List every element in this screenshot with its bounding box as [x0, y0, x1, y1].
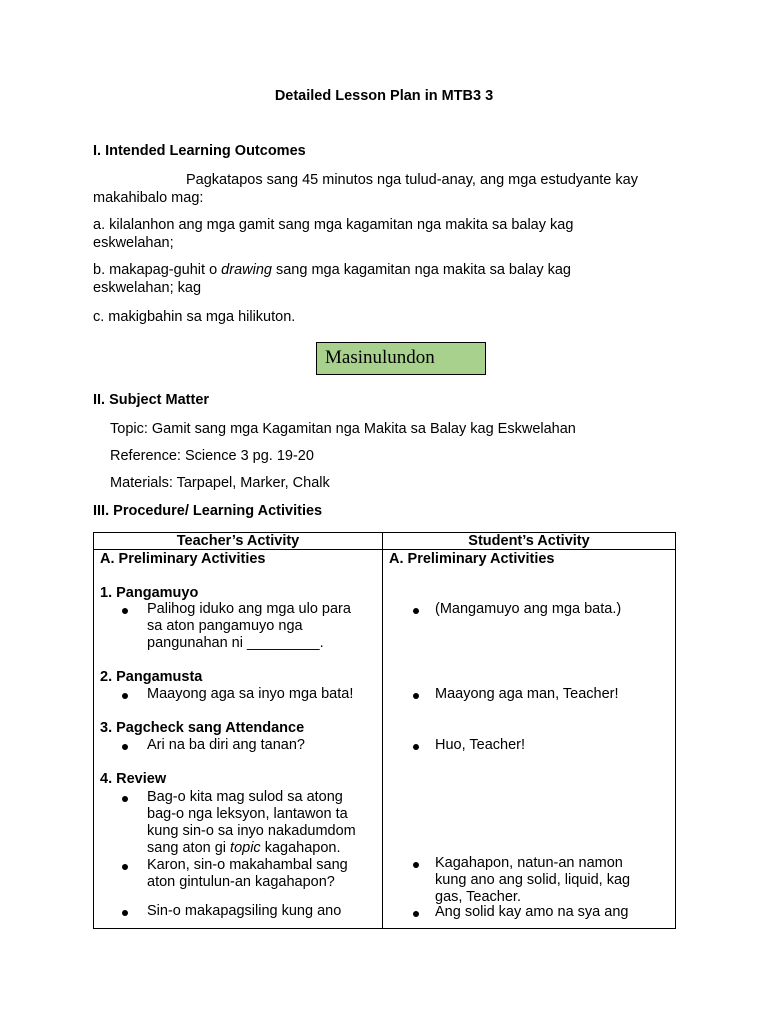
subject-reference: Reference: Science 3 pg. 19-20 — [110, 448, 314, 464]
bullet-icon — [122, 910, 128, 916]
bullet-icon — [122, 796, 128, 802]
teacher-review-q-line1: Karon, sin-o makahambal sang — [147, 857, 348, 873]
student-review-line2: kung ano ang solid, liquid, kag — [435, 872, 631, 888]
bullet-icon — [413, 744, 419, 750]
activities-table — [93, 532, 676, 929]
teacher-prelim-heading: A. Preliminary Activities — [100, 551, 266, 567]
outcome-b-prefix: b. makapag-guhit o — [93, 262, 222, 278]
teacher-review-line1: Bag-o kita mag sulod sa atong — [147, 789, 343, 805]
section-heading-procedure: III. Procedure/ Learning Activities — [93, 503, 323, 519]
section-heading-subject-matter: II. Subject Matter — [93, 392, 210, 408]
table-row — [94, 550, 676, 929]
review-heading: 4. Review — [100, 771, 167, 787]
teacher-pangamuyo-line1: Palihog iduko ang mga ulo para — [147, 601, 351, 617]
outcome-b-suffix: sang mga kagamitan nga makita sa balay kag — [271, 262, 571, 278]
bullet-icon — [122, 608, 128, 614]
student-review-line1: Kagahapon, natun-an namon — [435, 855, 623, 871]
outcomes-intro-line2: makahibalo mag: — [93, 190, 204, 206]
outcome-b-italic: drawing — [221, 262, 272, 278]
outcomes-intro-line1: Pagkatapos sang 45 minutos nga tulud-anay, ang mga estudyante kay — [186, 172, 638, 188]
masinulundon-badge: Masinulundon — [316, 342, 486, 375]
bullet-icon — [122, 693, 128, 699]
table-header-row — [94, 533, 676, 550]
subject-topic: Topic: Gamit sang mga Kagamitan nga Makita sa Balay kag Eskwelahan — [110, 421, 576, 437]
review-line4-italic: topic — [230, 840, 261, 856]
teacher-review-q-line2: aton gintulun-an kagahapon? — [147, 874, 335, 890]
outcome-b-line2: eskwelahan; kag — [93, 280, 202, 296]
pangamusta-heading: 2. Pangamusta — [100, 669, 203, 685]
review-line4-pre: sang aton gi — [147, 840, 231, 856]
teacher-review-line3: kung sin-o sa inyo nakadumdom — [147, 823, 356, 839]
bullet-icon — [413, 693, 419, 699]
outcome-c-line: c. makigbahin sa mga hilikuton. — [93, 309, 296, 325]
subject-materials: Materials: Tarpapel, Marker, Chalk — [110, 475, 330, 491]
student-activity-cell — [383, 550, 676, 929]
bullet-icon — [413, 911, 419, 917]
attendance-heading: 3. Pagcheck sang Attendance — [100, 720, 305, 736]
student-review-line3: gas, Teacher. — [435, 889, 521, 905]
teacher-attendance-line: Ari na ba diri ang tanan? — [147, 737, 305, 753]
student-attendance-line: Huo, Teacher! — [435, 737, 526, 753]
outcome-a-line2: eskwelahan; — [93, 235, 174, 251]
student-pangamuyo-line: (Mangamuyo ang mga bata.) — [435, 601, 622, 617]
teacher-review-q2-line1: Sin-o makapagsiling kung ano — [147, 903, 342, 919]
pangamuyo-heading: 1. Pangamuyo — [100, 585, 199, 601]
section-heading-outcomes: I. Intended Learning Outcomes — [93, 143, 306, 159]
bullet-icon — [413, 862, 419, 868]
student-pangamusta-line: Maayong aga man, Teacher! — [435, 686, 619, 702]
teacher-pangamuyo-line3: pangunahan ni _________. — [147, 635, 324, 651]
header-student-activity: Student’s Activity — [383, 533, 676, 550]
outcome-b-line1 — [93, 262, 571, 278]
bullet-icon — [413, 608, 419, 614]
outcome-a-line1: a. kilalanhon ang mga gamit sang mga kagamitan nga makita sa balay kag — [93, 217, 574, 233]
bullet-icon — [122, 744, 128, 750]
header-teacher-activity: Teacher’s Activity — [94, 533, 383, 550]
teacher-pangamusta-line: Maayong aga sa inyo mga bata! — [147, 686, 354, 702]
student-review2-line1: Ang solid kay amo na sya ang — [435, 904, 629, 920]
teacher-review-line4 — [147, 840, 341, 857]
teacher-activity-cell — [94, 550, 383, 929]
student-prelim-heading: A. Preliminary Activities — [389, 551, 555, 567]
document-title: Detailed Lesson Plan in MTB3 3 — [274, 88, 494, 104]
review-line4-post: kagahapon. — [260, 840, 341, 856]
teacher-review-line2: bag-o nga leksyon, lantawon ta — [147, 806, 348, 822]
bullet-icon — [122, 864, 128, 870]
teacher-pangamuyo-line2: sa aton pangamuyo nga — [147, 618, 303, 634]
